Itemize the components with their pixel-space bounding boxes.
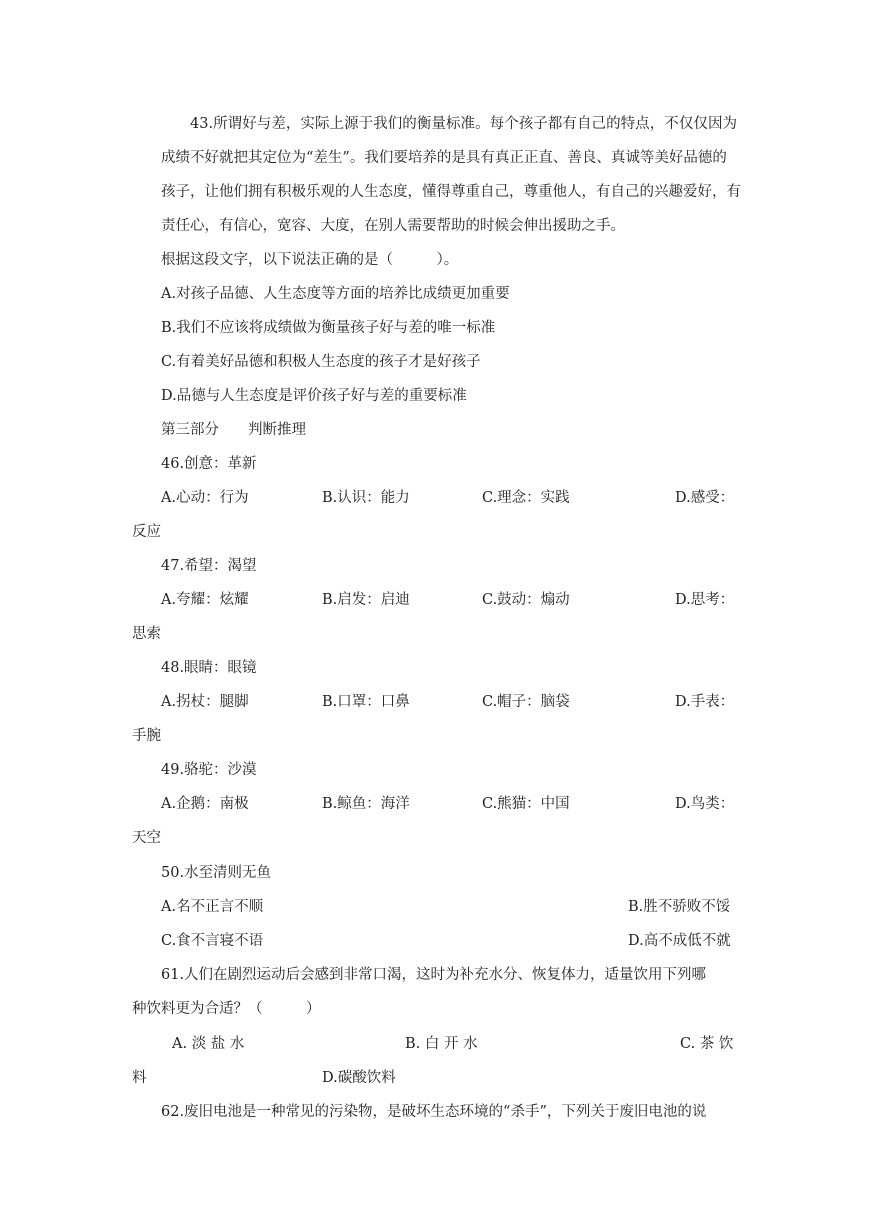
q46-option-c: C.理念：实践	[482, 490, 570, 506]
q43-option-a: A.对孩子品德、人生态度等方面的培养比成绩更加重要	[161, 286, 510, 302]
q47-option-b: B.启发：启迪	[322, 592, 410, 608]
q48-stem: 48.眼睛：眼镜	[161, 660, 257, 676]
q47-option-d: D.思考：	[675, 592, 735, 608]
q48-option-d-wrap: 手腕	[132, 728, 161, 744]
q61-stem-line: 61.人们在剧烈运动后会感到非常口渴，这时为补充水分、恢复体力，适量饮用下列哪	[161, 967, 707, 983]
q43-passage-line: 孩子，让他们拥有积极乐观的人生态度，懂得尊重自己，尊重他人，有自己的兴趣爱好，有	[161, 184, 741, 200]
q61-option-c: C. 茶 饮	[680, 1036, 734, 1052]
q48-option-a: A.拐杖：腿脚	[161, 694, 249, 710]
q50-option-a: A.名不正言不顺	[161, 899, 264, 915]
q61-option-c-wrap: 料	[132, 1070, 147, 1086]
q61-option-a: A. 淡 盐 水	[172, 1036, 245, 1052]
q46-option-d: D.感受：	[675, 490, 735, 506]
q48-option-b: B.口罩：口鼻	[322, 694, 410, 710]
q43-passage-line: 责任心，有信心，宽容、大度，在别人需要帮助的时候会伸出援助之手。	[161, 218, 625, 234]
q43-question: 根据这段文字，以下说法正确的是（ ）。	[161, 252, 459, 268]
q49-option-d: D.鸟类：	[675, 796, 735, 812]
q50-option-b: B.胜不骄败不馁	[628, 899, 731, 915]
q43-option-d: D.品德与人生态度是评价孩子好与差的重要标准	[161, 388, 467, 404]
section-title: 判断推理	[248, 422, 306, 438]
q43-option-c: C.有着美好品德和积极人生态度的孩子才是好孩子	[161, 354, 481, 370]
q50-option-c: C.食不言寝不语	[161, 933, 264, 949]
q62-stem-line: 62.废旧电池是一种常见的污染物，是破坏生态环境的“杀手”，下列关于废旧电池的说	[161, 1104, 707, 1120]
q49-option-a: A.企鹅：南极	[161, 796, 249, 812]
q48-option-c: C.帽子：脑袋	[482, 694, 570, 710]
q47-option-d-wrap: 思索	[132, 626, 161, 642]
q46-option-a: A.心动：行为	[161, 490, 249, 506]
q43-option-b: B.我们不应该将成绩做为衡量孩子好与差的唯一标准	[161, 320, 496, 336]
q43-passage-line: 成绩不好就把其定位为“差生”。我们要培养的是具有真正正直、善良、真诚等美好品德的	[161, 150, 727, 166]
q46-stem: 46.创意：革新	[161, 456, 257, 472]
q47-stem: 47.希望：渴望	[161, 558, 257, 574]
q50-option-d: D.高不成低不就	[628, 933, 731, 949]
q61-stem-line: 种饮料更为合适？（ ）	[132, 1001, 321, 1017]
q43-passage-line: 43.所谓好与差，实际上源于我们的衡量标准。每个孩子都有自己的特点，不仅仅因为	[190, 116, 737, 132]
q47-option-a: A.夸耀：炫耀	[161, 592, 249, 608]
q49-option-c: C.熊猫：中国	[482, 796, 570, 812]
q47-option-c: C.鼓动：煽动	[482, 592, 570, 608]
q61-option-d: D.碳酸饮料	[322, 1070, 396, 1086]
section-part-label: 第三部分	[161, 422, 219, 438]
q46-option-d-wrap: 反应	[132, 524, 161, 540]
q46-option-b: B.认识：能力	[322, 490, 410, 506]
q61-option-b: B. 白 开 水	[405, 1036, 478, 1052]
q49-option-d-wrap: 天空	[132, 830, 161, 846]
q49-option-b: B.鲸鱼：海洋	[322, 796, 410, 812]
q50-stem: 50.水至清则无鱼	[161, 865, 272, 881]
q49-stem: 49.骆驼：沙漠	[161, 762, 257, 778]
q48-option-d: D.手表：	[675, 694, 735, 710]
